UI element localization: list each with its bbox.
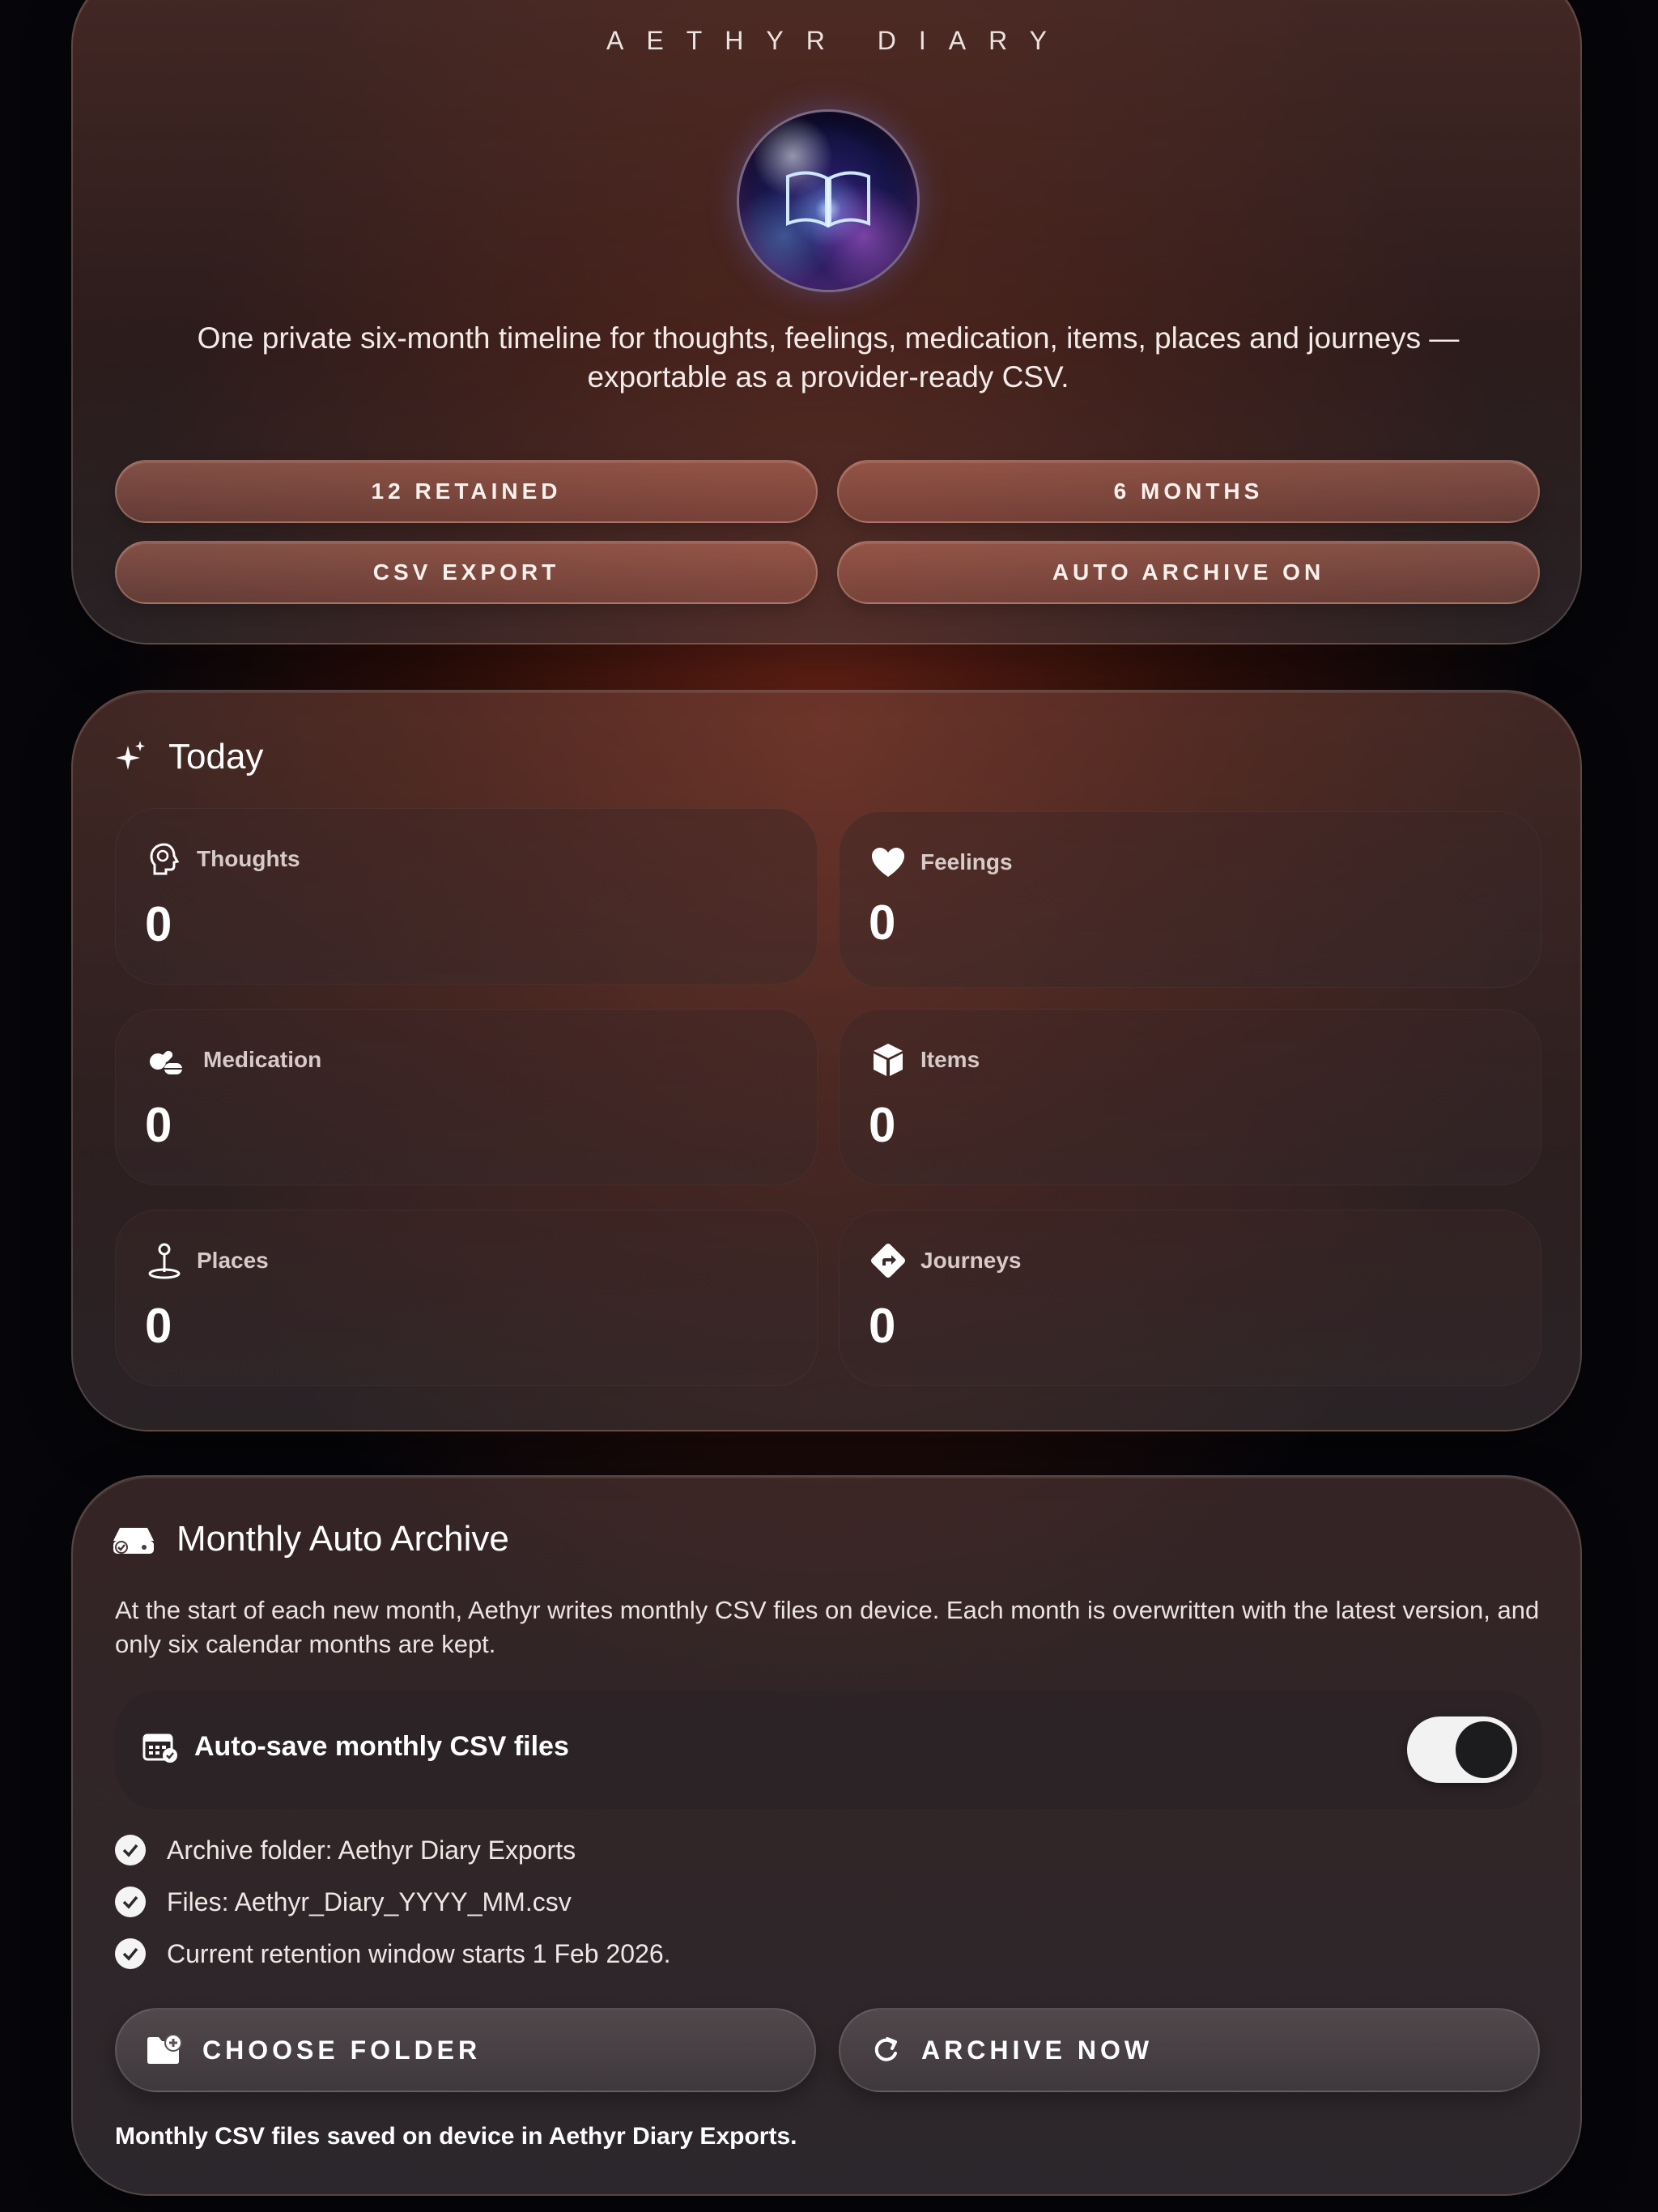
journeys-count: 0 (869, 1299, 896, 1353)
today-header (115, 737, 263, 777)
hero-card (71, 0, 1582, 644)
auto-save-label: Auto-save monthly CSV files (194, 1731, 569, 1762)
app-title: AETHYR DIARY (606, 26, 1069, 55)
check-circle-icon (115, 1938, 146, 1969)
crystal-orb-logo (739, 112, 917, 290)
items-count: 0 (869, 1098, 896, 1152)
auto-save-toggle[interactable] (1407, 1716, 1517, 1783)
pills-icon (145, 1040, 184, 1079)
archive-description: At the start of each new month, Aethyr writes monthly CSV files on device. Each month is overwritten with the latest version, and only six calendar months are kept. (115, 1596, 1540, 1658)
retention-window-info (115, 1938, 671, 1969)
retained-pill[interactable]: 12 RETAINED (115, 460, 818, 523)
folder-add-icon (146, 2035, 183, 2065)
archive-header (112, 1519, 509, 1559)
journeys-label: Journeys (920, 1248, 1022, 1273)
places-tile[interactable] (115, 1210, 818, 1386)
brain-icon (145, 840, 184, 878)
open-book-icon (780, 160, 877, 241)
feelings-count: 0 (869, 895, 896, 950)
auto-archive-pill[interactable]: AUTO ARCHIVE ON (837, 541, 1540, 604)
direction-icon (869, 1241, 908, 1280)
months-pill[interactable]: 6 MONTHS (837, 460, 1540, 523)
archive-title: Monthly Auto Archive (176, 1519, 509, 1559)
today-card (71, 690, 1582, 1431)
medication-count: 0 (145, 1098, 172, 1152)
archive-drive-icon (112, 1523, 155, 1555)
check-circle-icon (115, 1835, 146, 1865)
heart-icon (869, 843, 908, 882)
feelings-label: Feelings (920, 849, 1013, 874)
archive-card (71, 1475, 1582, 2196)
items-label: Items (920, 1047, 980, 1072)
file-pattern-info (115, 1887, 572, 1917)
archive-folder-info (115, 1835, 576, 1865)
choose-folder-button[interactable] (115, 2008, 816, 2092)
calendar-check-icon (142, 1731, 178, 1763)
box-icon (869, 1040, 908, 1079)
sparkles-icon (115, 739, 147, 775)
refresh-icon (869, 2034, 902, 2066)
medication-label: Medication (203, 1047, 322, 1072)
csv-export-pill[interactable]: CSV EXPORT (115, 541, 818, 604)
items-tile[interactable] (839, 1009, 1541, 1185)
archive-now-label: ARCHIVE NOW (921, 2035, 1154, 2065)
toggle-knob (1456, 1721, 1512, 1778)
thoughts-label: Thoughts (197, 846, 300, 871)
choose-folder-label: CHOOSE FOLDER (202, 2035, 482, 2065)
retention-window-text: Current retention window starts 1 Feb 2026. (167, 1938, 671, 1968)
archive-now-button[interactable] (839, 2008, 1540, 2092)
thoughts-count: 0 (145, 897, 172, 951)
journeys-tile[interactable] (839, 1210, 1541, 1386)
map-pin-icon (145, 1241, 184, 1280)
places-label: Places (197, 1248, 269, 1273)
thoughts-tile[interactable] (115, 808, 818, 985)
auto-save-row (115, 1691, 1541, 1809)
today-title: Today (168, 737, 264, 776)
medication-tile[interactable] (115, 1009, 818, 1185)
feelings-tile[interactable] (839, 811, 1541, 988)
check-circle-icon (115, 1887, 146, 1917)
archive-status-note: Monthly CSV files saved on device in Aethyr Diary Exports. (115, 2123, 797, 2150)
archive-folder-text: Archive folder: Aethyr Diary Exports (167, 1835, 576, 1865)
file-pattern-text: Files: Aethyr_Diary_YYYY_MM.csv (167, 1887, 572, 1916)
places-count: 0 (145, 1299, 172, 1353)
tagline: One private six-month timeline for thoughts, feelings, medication, items, places and journeys — exportable as a provider-ready CSV. (197, 321, 1460, 393)
